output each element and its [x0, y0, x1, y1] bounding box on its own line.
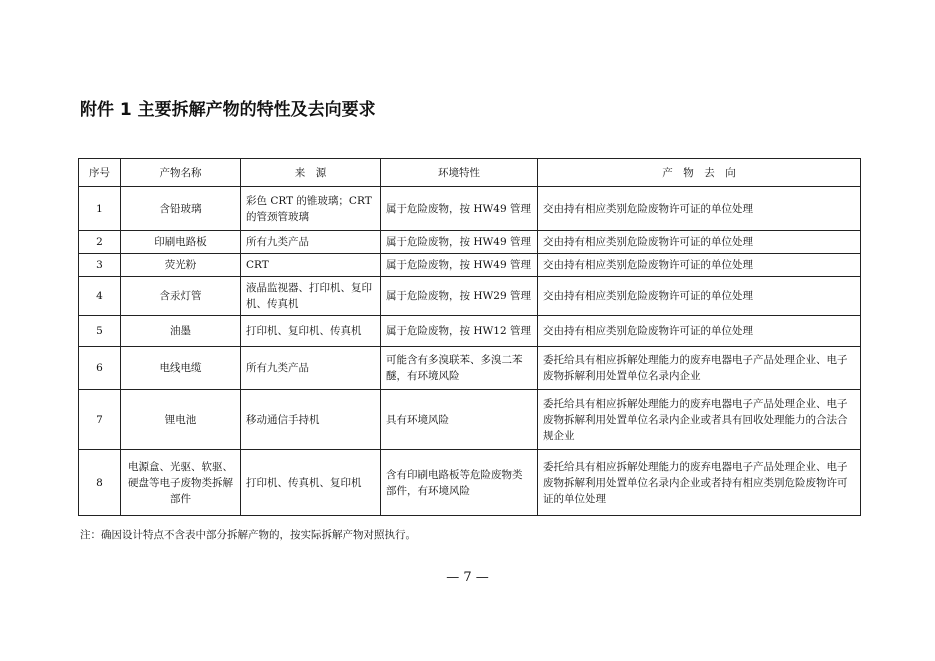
cell-product-name: 锂电池 [121, 390, 241, 450]
table-row [79, 450, 861, 516]
cell-destination: 委托给具有相应拆解处理能力的废弃电器电子产品处理企业、电子废物拆解利用处置单位名录内企业或者具有回收处理能力的合法合规企业 [538, 390, 861, 450]
cell-destination: 交由持有相应类别危险废物许可证的单位处理 [538, 254, 861, 277]
cell-environment: 属于危险废物，按 HW49 管理 [381, 231, 538, 254]
cell-destination: 交由持有相应类别危险废物许可证的单位处理 [538, 277, 861, 316]
cell-environment: 属于危险废物，按 HW49 管理 [381, 254, 538, 277]
header-source: 来 源 [241, 159, 381, 187]
cell-product-name: 电源盒、光驱、软驱、硬盘等电子废物类拆解部件 [121, 450, 241, 516]
page-number: — 7 — [446, 570, 489, 585]
cell-product-name: 电线电缆 [121, 347, 241, 390]
table-row [79, 254, 861, 277]
cell-destination: 交由持有相应类别危险废物许可证的单位处理 [538, 187, 861, 231]
cell-environment: 属于危险废物，按 HW49 管理 [381, 187, 538, 231]
cell-destination: 委托给具有相应拆解处理能力的废弃电器电子产品处理企业、电子废物拆解利用处置单位名录内企业或者持有相应类别危险废物许可证的单位处理 [538, 450, 861, 516]
cell-source: CRT [241, 254, 381, 277]
cell-environment: 属于危险废物，按 HW29 管理 [381, 277, 538, 316]
cell-index: 3 [79, 254, 121, 277]
table-header-row [79, 159, 861, 187]
cell-source: 彩色 CRT 的锥玻璃；CRT 的管颈管玻璃 [241, 187, 381, 231]
table-row [79, 277, 861, 316]
cell-product-name: 含汞灯管 [121, 277, 241, 316]
cell-environment: 含有印刷电路板等危险废物类部件，有环境风险 [381, 450, 538, 516]
cell-destination: 交由持有相应类别危险废物许可证的单位处理 [538, 316, 861, 347]
header-product-name: 产物名称 [121, 159, 241, 187]
cell-source: 所有九类产品 [241, 347, 381, 390]
page-title: 附件 1 主要拆解产物的特性及去向要求 [80, 100, 376, 120]
cell-index: 7 [79, 390, 121, 450]
cell-index: 6 [79, 347, 121, 390]
cell-source: 所有九类产品 [241, 231, 381, 254]
cell-source: 液晶监视器、打印机、复印机、传真机 [241, 277, 381, 316]
header-environment: 环境特性 [381, 159, 538, 187]
cell-product-name: 含铅玻璃 [121, 187, 241, 231]
cell-index: 1 [79, 187, 121, 231]
cell-source: 打印机、传真机、复印机 [241, 450, 381, 516]
cell-destination: 委托给具有相应拆解处理能力的废弃电器电子产品处理企业、电子废物拆解利用处置单位名录内企业 [538, 347, 861, 390]
disassembly-products-table [78, 158, 861, 516]
cell-index: 4 [79, 277, 121, 316]
cell-source: 打印机、复印机、传真机 [241, 316, 381, 347]
cell-environment: 具有环境风险 [381, 390, 538, 450]
cell-index: 5 [79, 316, 121, 347]
table-row [79, 347, 861, 390]
table-row [79, 390, 861, 450]
table-note: 注：确因设计特点不含表中部分拆解产物的，按实际拆解产物对照执行。 [80, 529, 416, 541]
cell-destination: 交由持有相应类别危险废物许可证的单位处理 [538, 231, 861, 254]
cell-environment: 属于危险废物，按 HW12 管理 [381, 316, 538, 347]
cell-environment: 可能含有多溴联苯、多溴二苯醚，有环境风险 [381, 347, 538, 390]
cell-product-name: 印刷电路板 [121, 231, 241, 254]
cell-product-name: 油墨 [121, 316, 241, 347]
cell-product-name: 荧光粉 [121, 254, 241, 277]
cell-index: 8 [79, 450, 121, 516]
cell-index: 2 [79, 231, 121, 254]
table-row [79, 231, 861, 254]
header-destination: 产 物 去 向 [538, 159, 861, 187]
table-row [79, 316, 861, 347]
cell-source: 移动通信手持机 [241, 390, 381, 450]
header-index: 序号 [79, 159, 121, 187]
table-row [79, 187, 861, 231]
